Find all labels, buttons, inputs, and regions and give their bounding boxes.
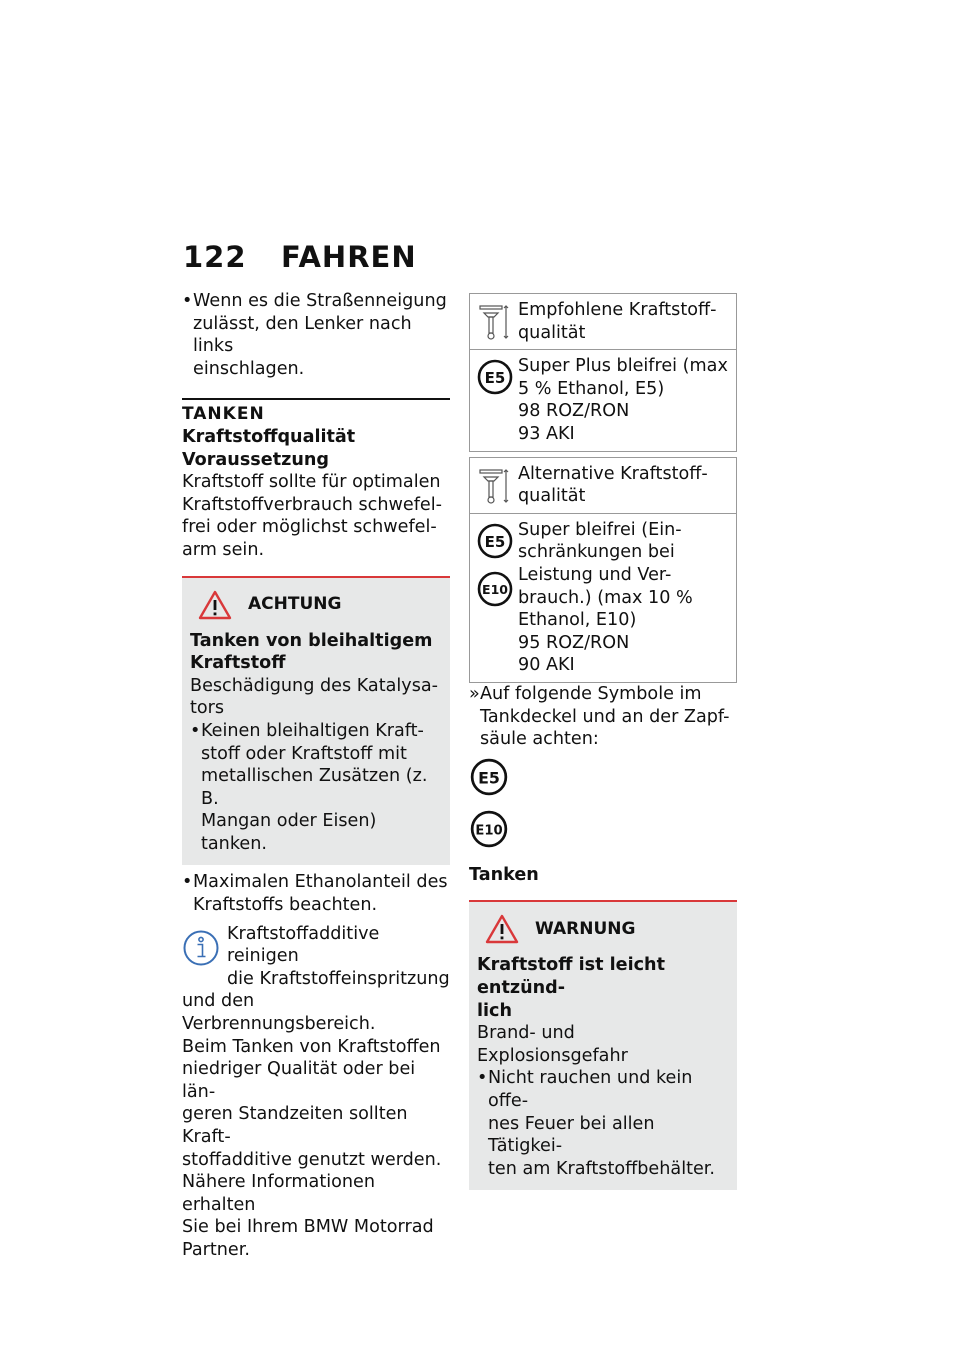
svg-text:E5: E5 (478, 768, 500, 788)
e10-symbol-icon (469, 809, 509, 849)
warning-bullet: • Nicht rauchen und kein offe- nes Feuer bei allen Tätigkei- ten am Kraftstoffbehälter. (477, 1067, 729, 1180)
paragraph-sulfur: Kraftstoff sollte für optimalen Kraftstoffverbrauch schwefel- frei oder möglichst schwefel- arm sein. (182, 472, 442, 560)
svg-text:E10: E10 (475, 823, 503, 839)
subhead-tanken: Tanken (469, 864, 539, 885)
left-column (182, 290, 450, 1262)
info-icon (182, 929, 220, 967)
fuel-pump-icon (476, 466, 510, 506)
caution-box (182, 576, 450, 866)
subhead-requirement: Voraussetzung (182, 449, 329, 470)
bullet-ethanol: • Maximalen Ethanolanteil des Kraftstoffs beachten. (182, 871, 450, 916)
table-row: Alternative Kraftstoff- qualität (470, 457, 737, 513)
table-row: E5 Super Plus bleifrei (max 5 % Ethanol, E5) 98 ROZ/RON 93 AKI (470, 350, 737, 451)
e5-symbol-icon (469, 757, 509, 797)
warning-box (469, 900, 737, 1190)
right-column (469, 290, 737, 1190)
info-block: Kraftstoffadditive reinigen die Kraftstoffeinspritzung und den Verbrennungsbereich. Beim Tanken von Kraftstoffen niedriger Qualität oder bei län- geren Standzeiten sollten Kraft- stoffadditive genutzt werden. Nähere Informationen erhalten Sie bei Ihrem BMW Motorrad Partner. (182, 923, 450, 1260)
e5-badge-icon (476, 522, 514, 560)
page-header (183, 240, 417, 274)
section-title-tanken: TANKEN (182, 398, 450, 426)
fuel-pump-icon (476, 302, 510, 342)
caution-bullet: • Keinen bleihaltigen Kraft- stoff oder Kraftstoff mit metallischen Zusätzen (z. B. Mangan oder Eisen) tanken. (190, 720, 442, 856)
caution-heading: Tanken von bleihaltigem Kraftstoff (190, 630, 433, 674)
bullet-steering: • Wenn es die Straßenneigung zulässt, den Lenker nach links einschlagen. (182, 290, 450, 380)
page-number: 122 (183, 240, 247, 274)
fuel-quality-table (469, 293, 737, 683)
note-symbols: » Auf folgende Symbole im Tankdeckel und an der Zapf- säule achten: (469, 683, 737, 751)
subhead-fuel-quality: Kraftstoffqualität (182, 426, 356, 447)
table-row: Empfohlene Kraftstoff- qualität (470, 294, 737, 350)
warning-description: Brand- und Explosionsgefahr (477, 1023, 628, 1066)
caution-title: ACHTUNG (190, 590, 442, 620)
warning-title: WARNUNG (477, 914, 729, 944)
chapter-title: FAHREN (281, 240, 417, 274)
caution-description: Beschädigung des Katalysa- tors (190, 675, 438, 719)
e10-badge-icon (476, 570, 514, 608)
svg-text:E5: E5 (484, 369, 506, 388)
warning-triangle-icon (485, 914, 519, 944)
warning-triangle-icon (198, 590, 232, 620)
table-row: E5 E10 Super bleifrei (Ein- schränkungen bei Leistung und Ver- brauch.) (max 10 % Ethanol, E10) 95 ROZ/RON 90 AKI (470, 513, 737, 682)
e5-badge-icon (476, 358, 514, 396)
svg-text:E10: E10 (482, 582, 508, 598)
warning-heading: Kraftstoff ist leicht entzünd- lich (477, 955, 665, 1021)
svg-text:E5: E5 (484, 532, 506, 551)
